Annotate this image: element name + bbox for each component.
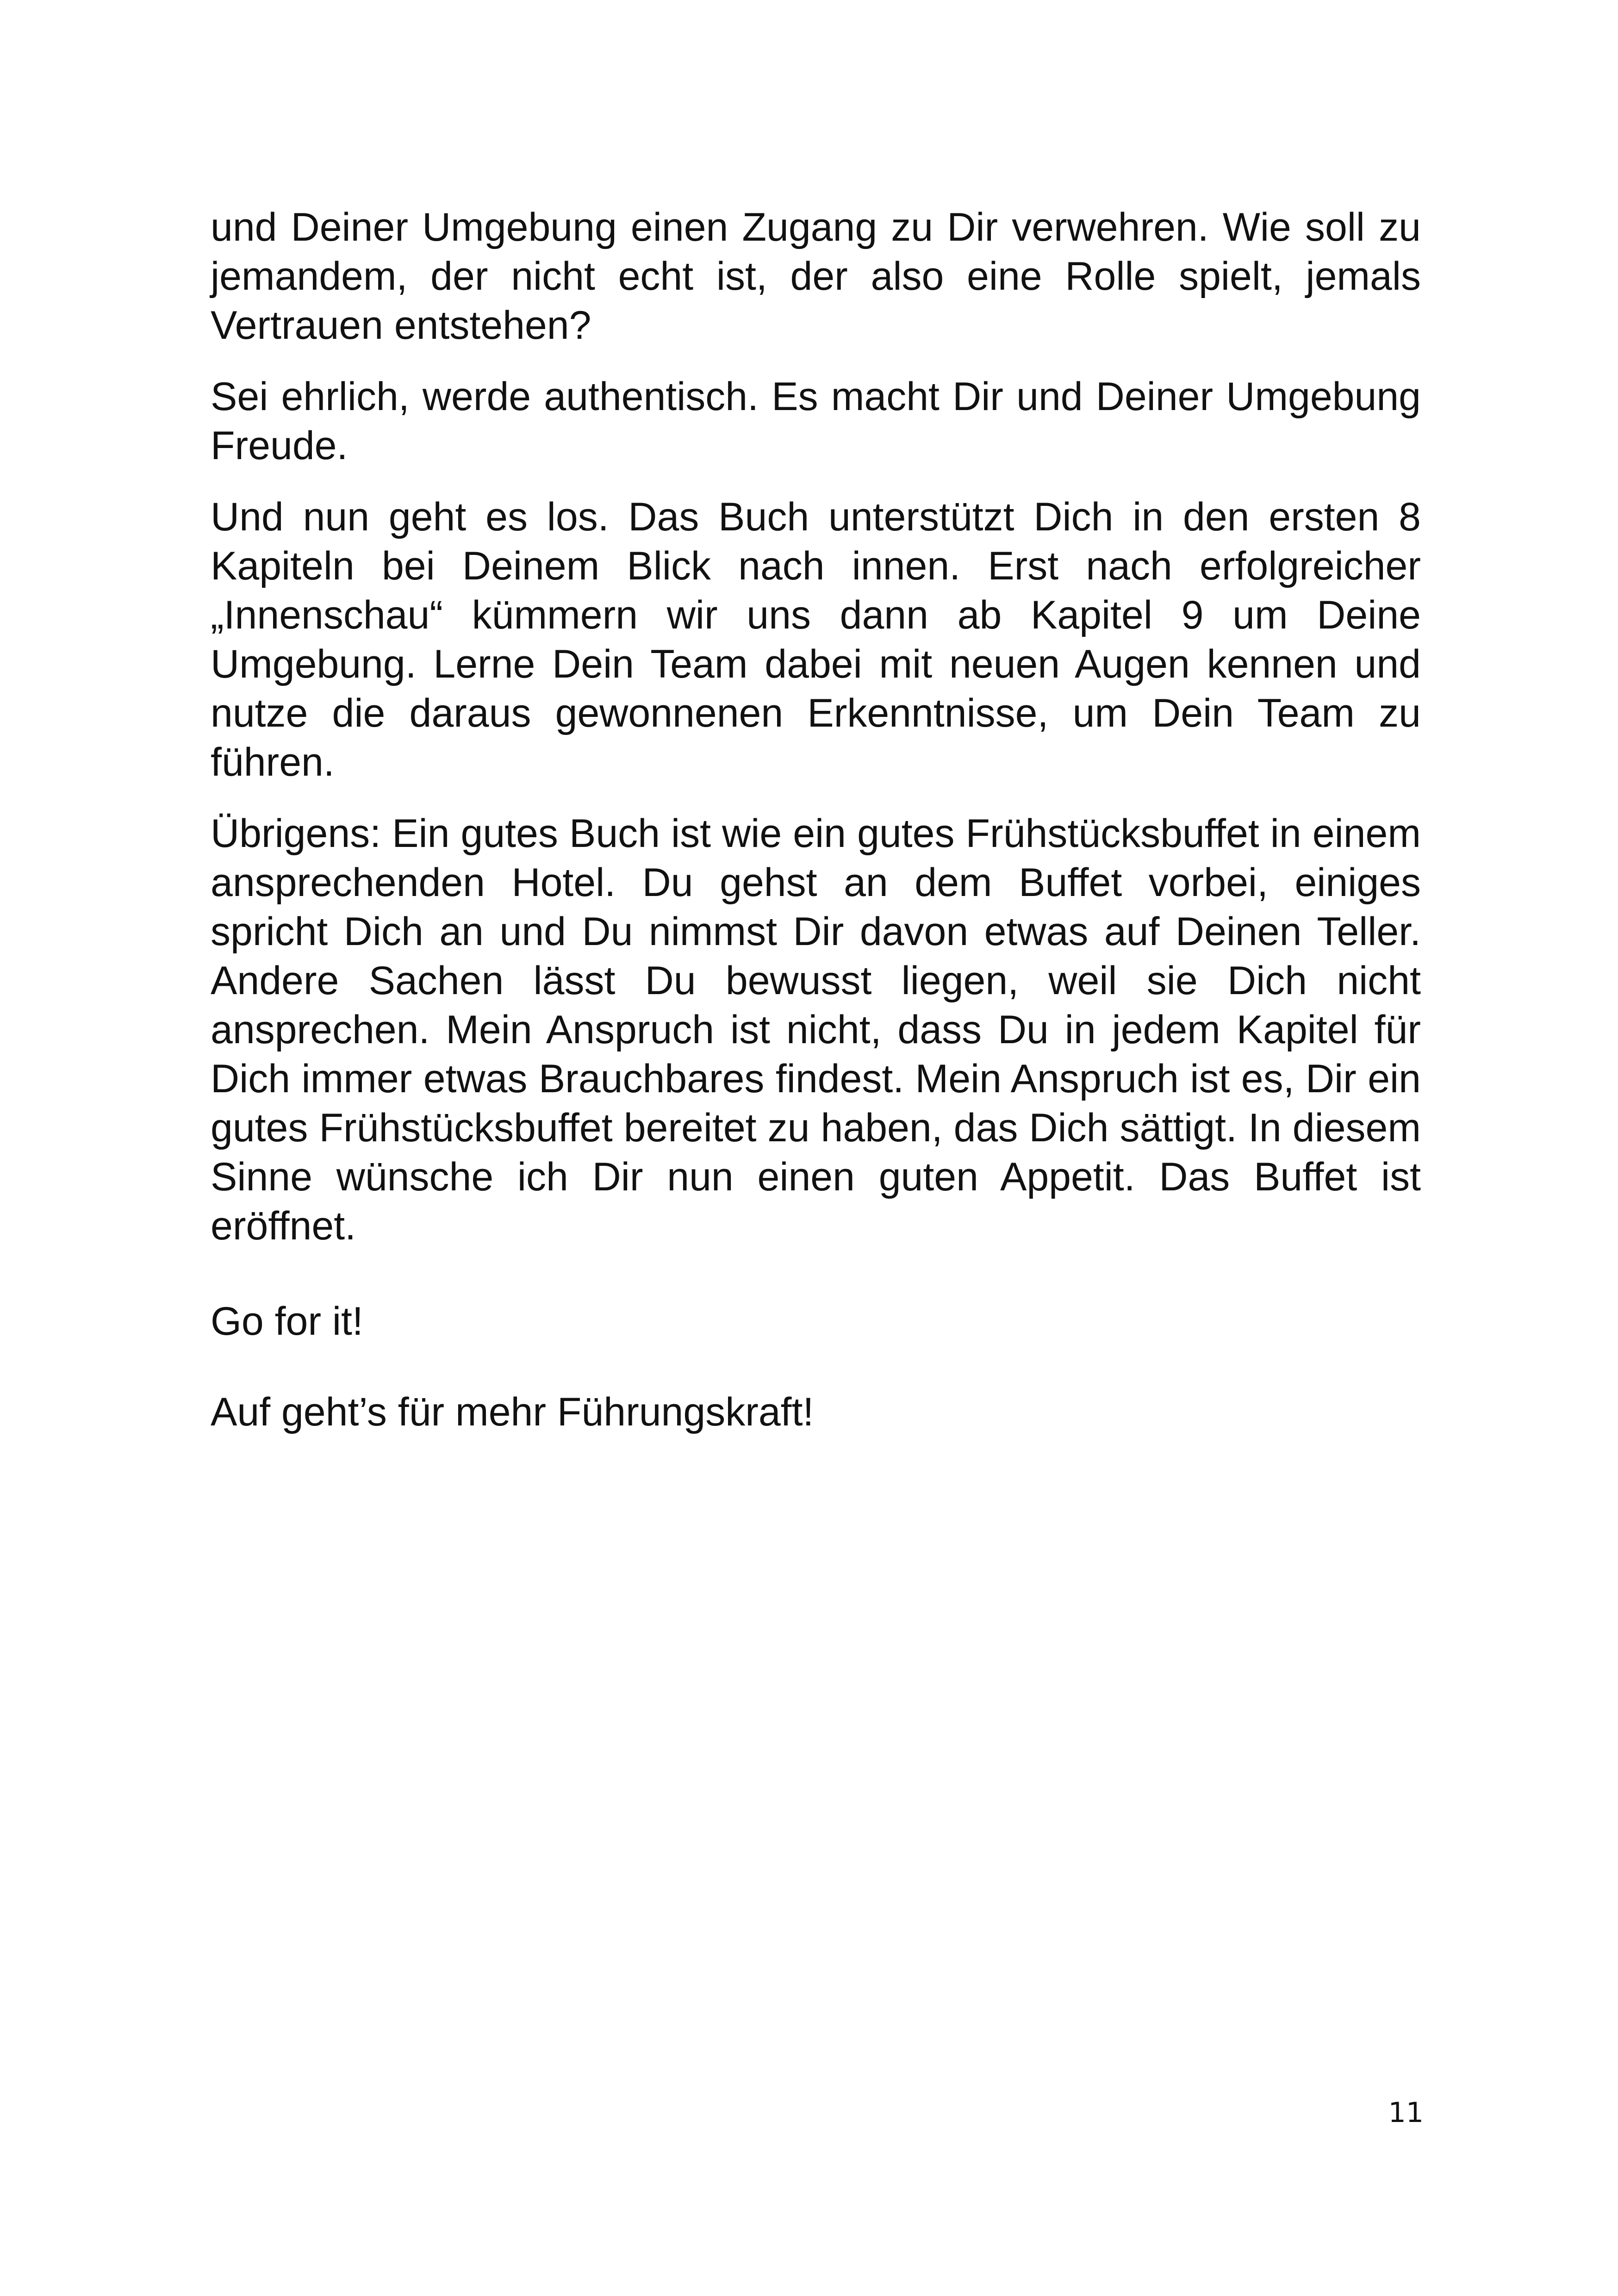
- paragraph-2: Sei ehrlich, werde authentisch. Es macht Dir und Deiner Umgebung Freude.: [211, 374, 1421, 468]
- page-number: 11: [1388, 2097, 1424, 2129]
- paragraph-3: Und nun geht es los. Das Buch unterstützt Dich in den ersten 8 Kapiteln bei Deinem Blick nach innen. Erst nach erfolgreicher „Innenschau“ kümmern wir uns dann ab Kapitel 9 um Deine Umgebung. Lerne Dein Team dabei mit neuen Augen kennen und nutze die daraus gewonnenen Erkenntnisse, um Dein Team zu führen.: [211, 495, 1421, 784]
- closing-line-1: Go for it!: [211, 1299, 363, 1344]
- paragraph-4: Übrigens: Ein gutes Buch ist wie ein gutes Frühstücksbuffet in einem ansprechenden Hotel. Du gehst an dem Buffet vorbei, einiges spricht Dich an und Du nimmst Dir davon etwas auf Deinen Teller. Andere Sachen lässt Du bewusst liegen, weil sie Dich nicht ansprechen. Mein Anspruch ist nicht, dass Du in jedem Kapitel für Dich immer etwas Brauchbares findest. Mein Anspruch ist es, Dir ein gutes Frühstücksbuffet bereitet zu haben, das Dich sättigt. In diesem Sinne wünsche ich Dir nun einen guten Appetit. Das Buffet ist eröffnet.: [211, 811, 1421, 1248]
- closing-line-2: Auf geht’s für mehr Führungskraft!: [211, 1390, 814, 1434]
- paragraph-1: und Deiner Umgebung einen Zugang zu Dir verwehren. Wie soll zu jemandem, der nicht echt ist, der also eine Rolle spielt, jemals Vertrauen entstehen?: [211, 205, 1421, 348]
- body-text: [211, 203, 1421, 1459]
